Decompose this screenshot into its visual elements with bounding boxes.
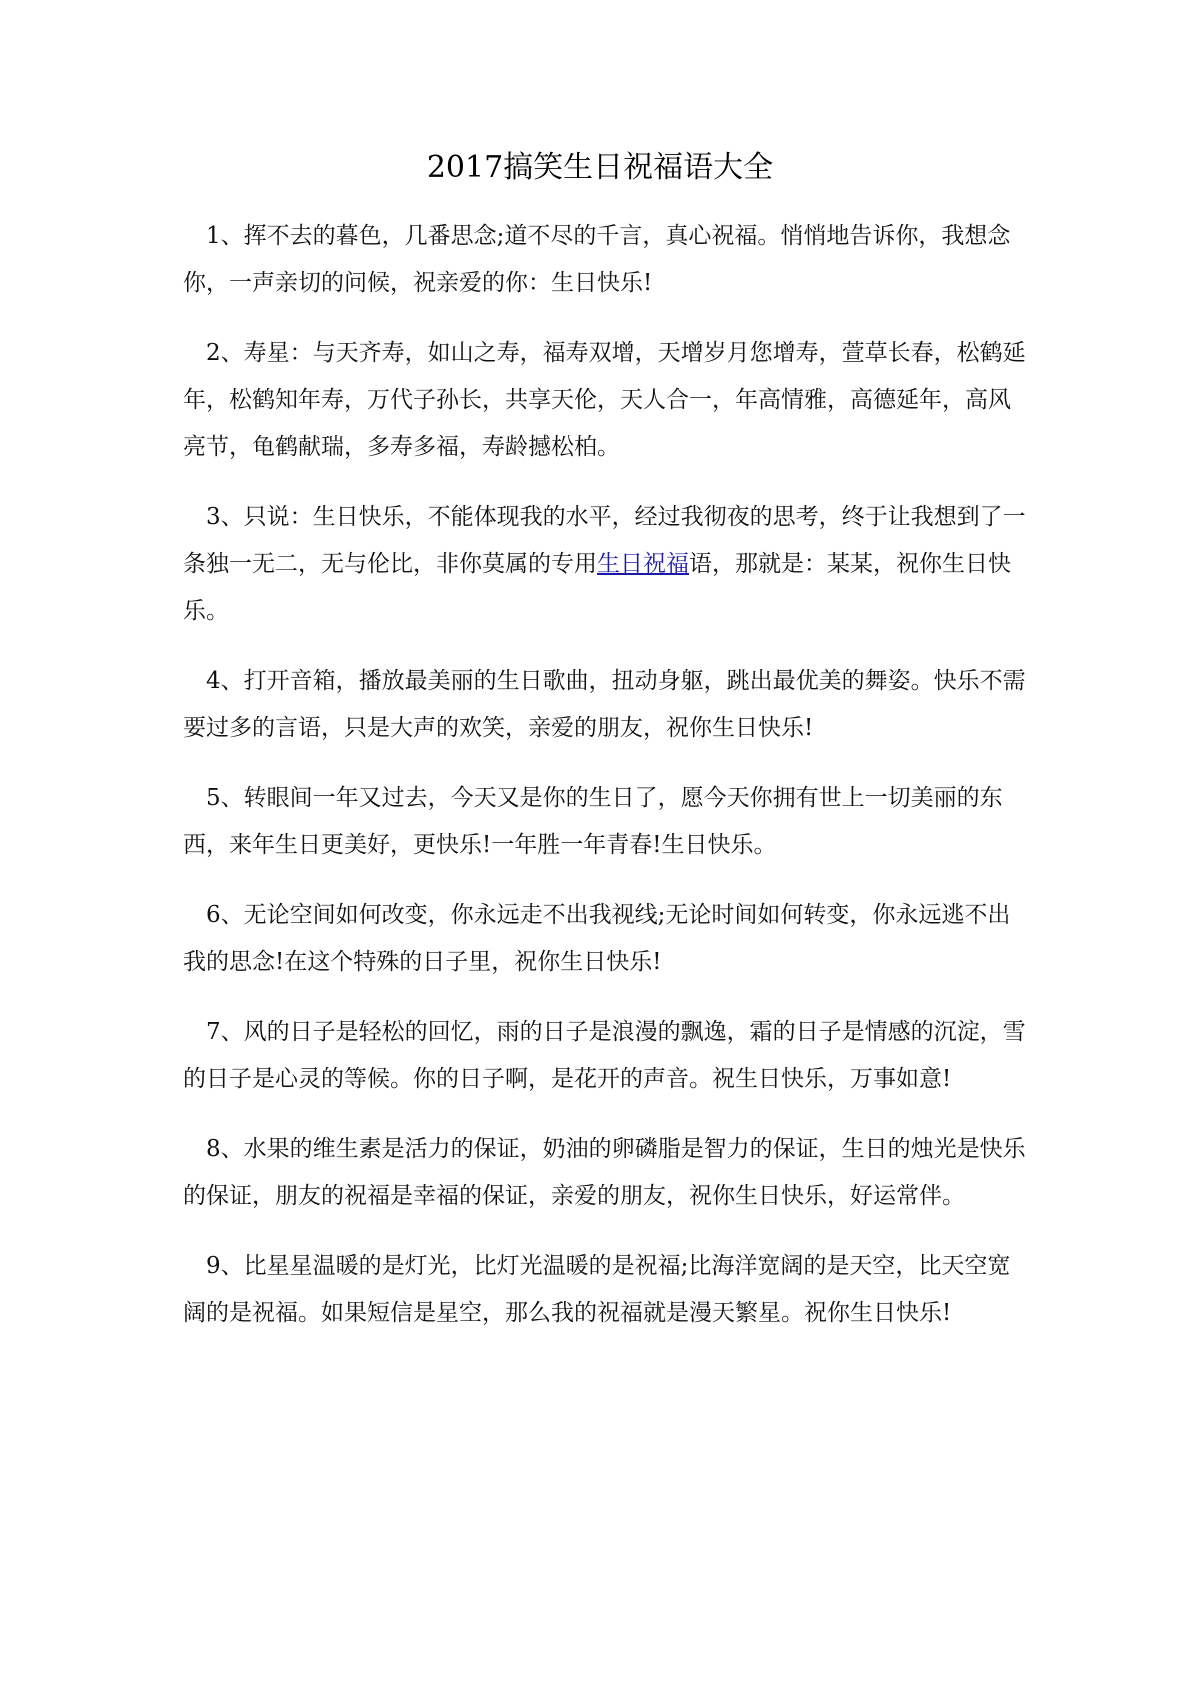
- paragraph-5: 5、转眼间一年又过去，今天又是你的生日了，愿今天你拥有世上一切美丽的东西，来年生日更美好，更快乐!一年胜一年青春!生日快乐。: [183, 785, 1003, 858]
- document-body: [183, 213, 1028, 1360]
- paragraph-3: [183, 494, 1028, 635]
- paragraph-7: 7、风的日子是轻松的回忆，雨的日子是浪漫的飘逸，霜的日子是情感的沉淀，雪的日子是心灵的等候。你的日子啊，是花开的声音。祝生日快乐，万事如意!: [183, 1019, 1026, 1092]
- paragraph-9: 9、比星星温暖的是灯光，比灯光温暖的是祝福;比海洋宽阔的是天空，比天空宽阔的是祝福。如果短信是星空，那么我的祝福就是漫天繁星。祝你生日快乐!: [183, 1253, 1011, 1326]
- paragraph-6: 6、无论空间如何改变，你永远走不出我视线;无论时间如何转变，你永远逃不出我的思念!在这个特殊的日子里，祝你生日快乐!: [183, 902, 1011, 975]
- paragraph-8: 8、水果的维生素是活力的保证，奶油的卵磷脂是智力的保证，生日的烛光是快乐的保证，朋友的祝福是幸福的保证，亲爱的朋友，祝你生日快乐，好运常伴。: [183, 1136, 1026, 1209]
- birthday-wishes-link[interactable]: 生日祝福: [597, 551, 689, 577]
- paragraph-3-after: 语，那就是：某某，祝你生日快乐。: [183, 551, 1011, 624]
- paragraph-4: 4、打开音箱，播放最美丽的生日歌曲，扭动身躯，跳出最优美的舞姿。快乐不需要过多的言语，只是大声的欢笑，亲爱的朋友，祝你生日快乐!: [183, 668, 1026, 741]
- paragraph-2: 2、寿星：与天齐寿，如山之寿，福寿双增，天增岁月您增寿，萱草长春，松鹤延年，松鹤知年寿，万代子孙长，共享天伦，天人合一，年高情雅，高德延年，高风亮节，龟鹤献瑞，多寿多福，寿龄撼松柏。: [183, 340, 1026, 460]
- paragraph-1: 1、挥不去的暮色，几番思念;道不尽的千言，真心祝福。悄悄地告诉你，我想念你，一声亲切的问候，祝亲爱的你：生日快乐!: [183, 223, 1011, 296]
- paragraph-3-before: 3、只说：生日快乐，不能体现我的水平，经过我彻夜的思考，终于让我想到了一条独一无二，无与伦比，非你莫属的专用: [183, 504, 1026, 577]
- page-title: 2017搞笑生日祝福语大全: [426, 150, 774, 185]
